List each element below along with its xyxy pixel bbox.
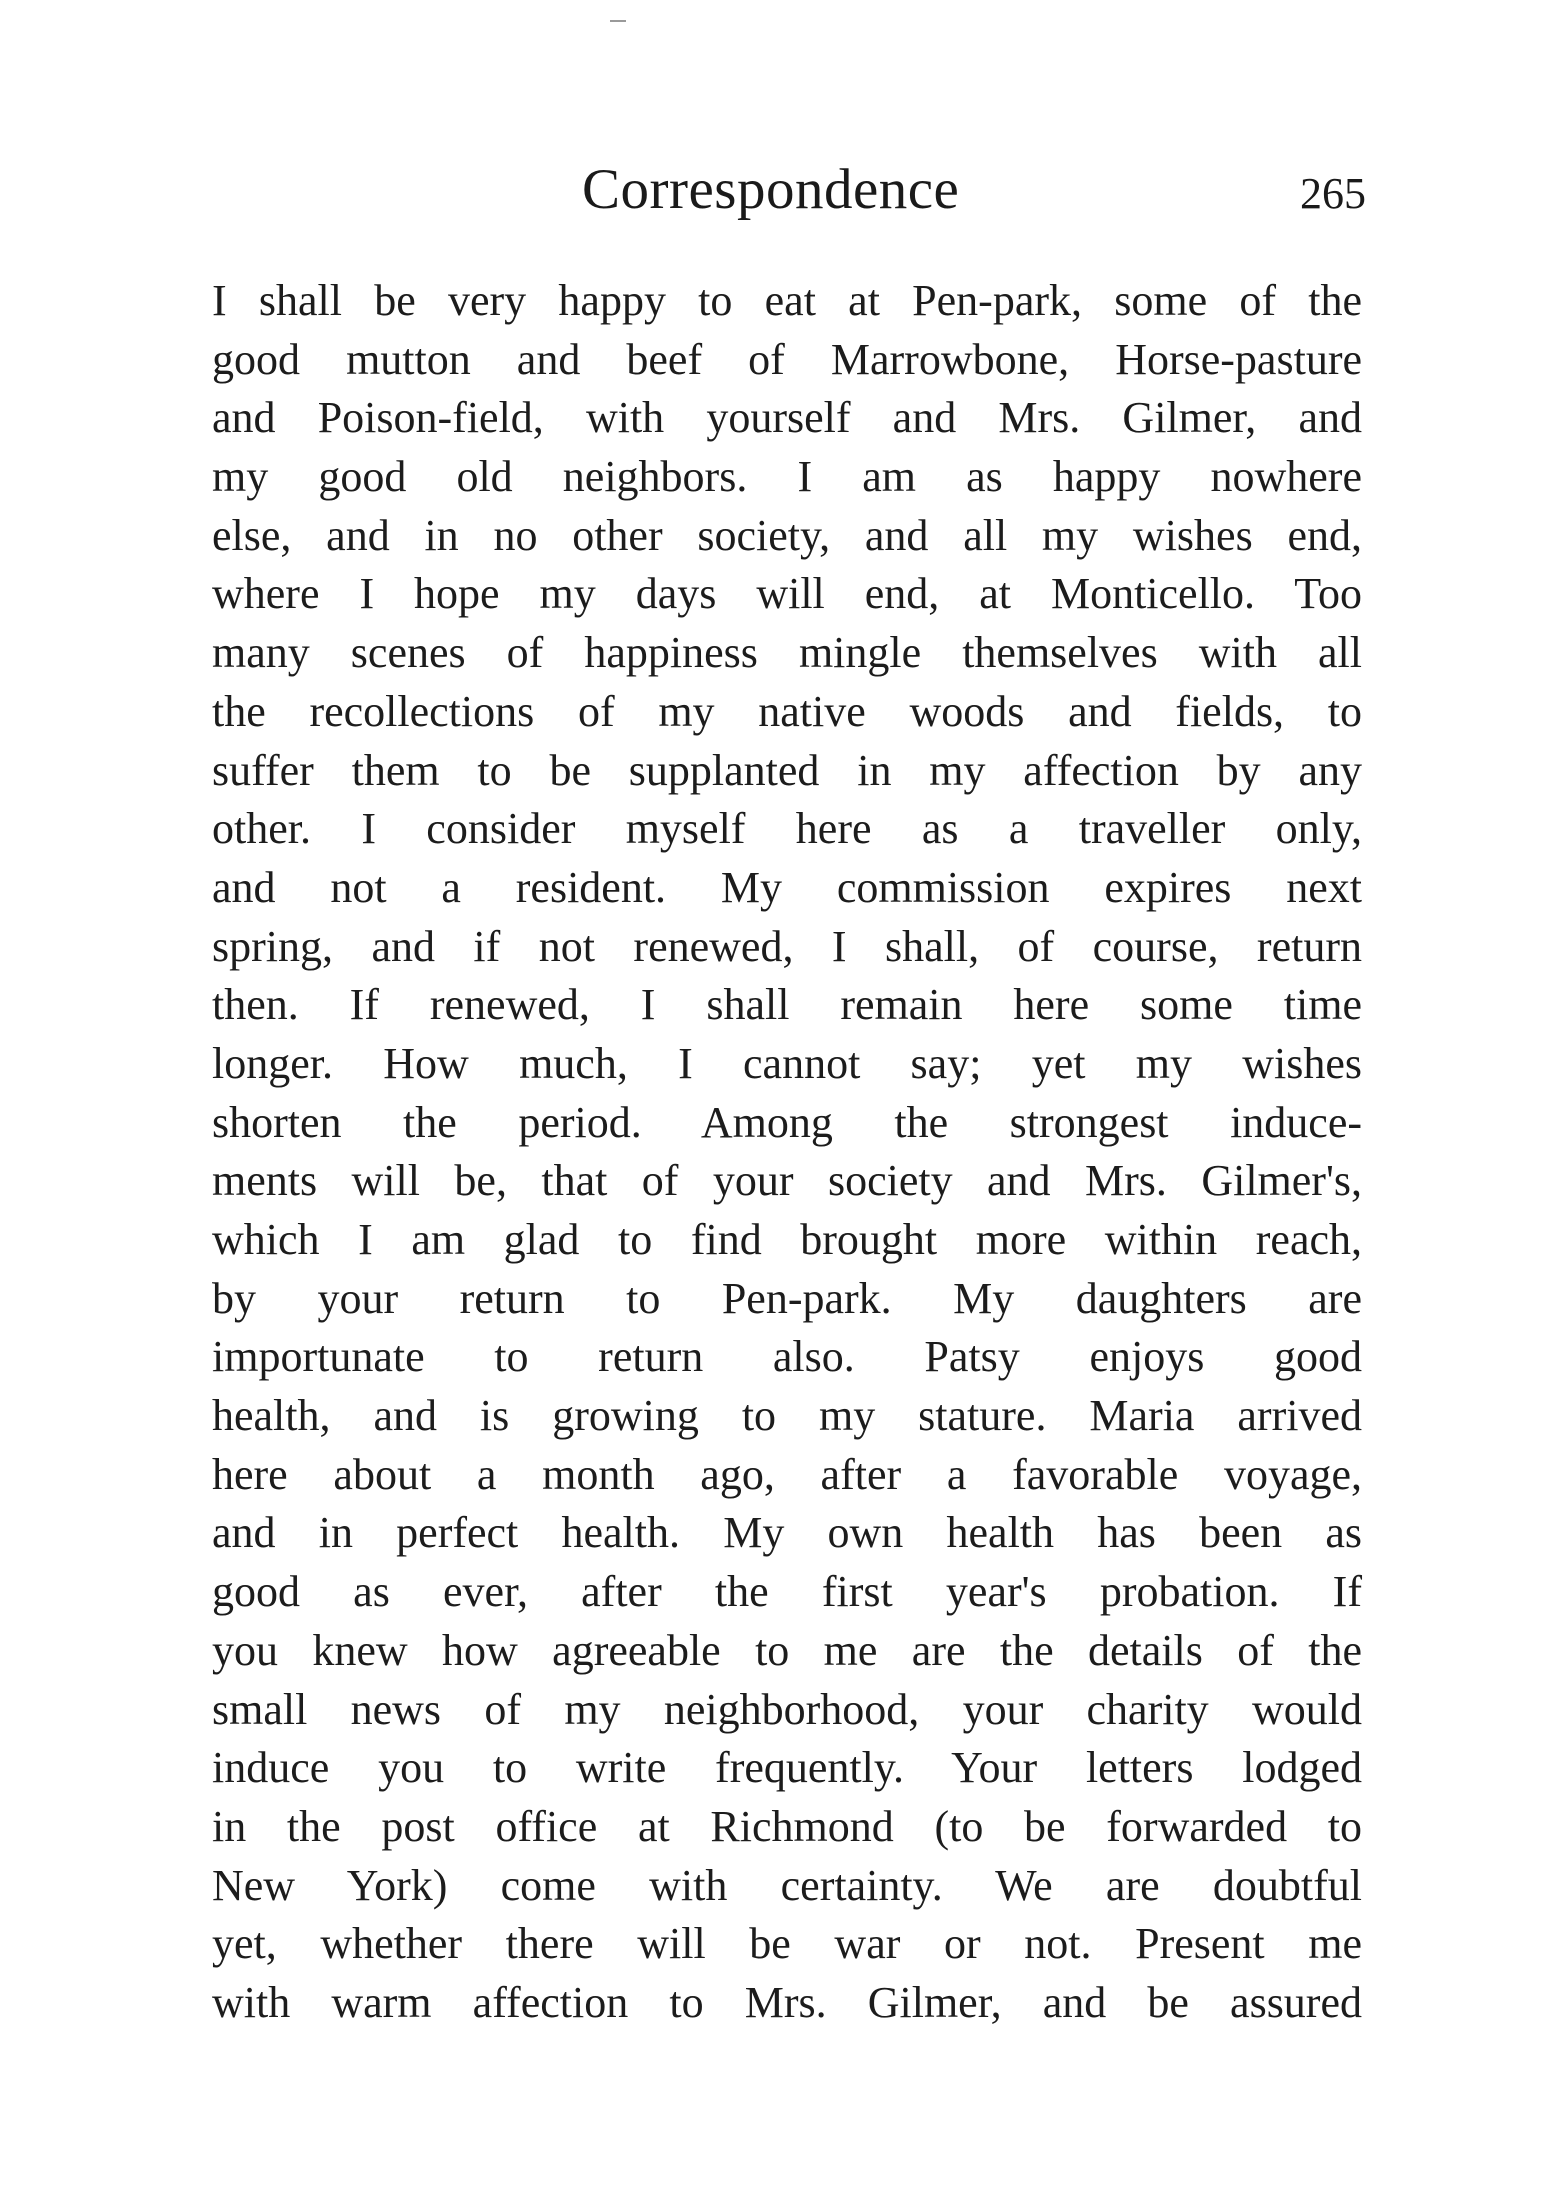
text-line: New York) come with certainty. We are doubtful <box>212 1860 1362 1910</box>
text-line: here about a month ago, after a favorable voyage, <box>212 1449 1362 1499</box>
text-line: and not a resident. My commission expires next <box>212 862 1362 912</box>
text-line: yet, whether there will be war or not. Present me <box>212 1919 1362 1969</box>
text-line: with warm affection to Mrs. Gilmer, and be assured <box>212 1977 1362 2027</box>
text-line: then. If renewed, I shall remain here some time <box>212 980 1362 1030</box>
text-line: importunate to return also. Patsy enjoys good <box>212 1332 1362 1382</box>
text-line: and Poison-field, with yourself and Mrs. Gilmer, and <box>212 393 1362 443</box>
text-line: the recollections of my native woods and fields, to <box>212 686 1362 736</box>
text-line: shorten the period. Among the strongest induce- <box>212 1097 1362 1147</box>
text-line: good as ever, after the first year's probation. If <box>212 1567 1362 1617</box>
text-line: you knew how agreeable to me are the details of the <box>212 1625 1362 1675</box>
scan-mark <box>610 20 626 22</box>
text-line: ments will be, that of your society and Mrs. Gilmer's, <box>212 1156 1362 1206</box>
text-line: by your return to Pen-park. My daughters are <box>212 1273 1362 1323</box>
text-line: else, and in no other society, and all my wishes end, <box>212 510 1362 560</box>
page-number: 265 <box>1300 169 1366 218</box>
text-line: where I hope my days will end, at Monticello. Too <box>212 569 1362 619</box>
text-line: which I am glad to find brought more within reach, <box>212 1215 1362 1264</box>
text-line: spring, and if not renewed, I shall, of course, return <box>212 921 1362 971</box>
text-line: my good old neighbors. I am as happy nowhere <box>212 452 1362 502</box>
text-line: other. I consider myself here as a traveller only, <box>212 804 1362 854</box>
text-line: induce you to write frequently. Your letters lodged <box>212 1743 1362 1793</box>
text-line: and in perfect health. My own health has been as <box>212 1508 1362 1558</box>
text-line: health, and is growing to my stature. Maria arrived <box>212 1391 1362 1441</box>
text-line: in the post office at Richmond (to be forwarded to <box>212 1801 1362 1851</box>
text-line: longer. How much, I cannot say; yet my wishes <box>212 1038 1362 1088</box>
letter-body <box>212 272 1362 2033</box>
text-line: suffer them to be supplanted in my affection by any <box>212 745 1362 795</box>
running-title: Correspondence <box>582 158 960 221</box>
text-line: many scenes of happiness mingle themselves with all <box>212 628 1362 678</box>
text-line: good mutton and beef of Marrowbone, Horse-pasture <box>212 334 1362 384</box>
running-head <box>0 150 1566 230</box>
text-line: I shall be very happy to eat at Pen-park, some of the <box>212 276 1362 325</box>
text-line: small news of my neighborhood, your charity would <box>212 1684 1362 1734</box>
